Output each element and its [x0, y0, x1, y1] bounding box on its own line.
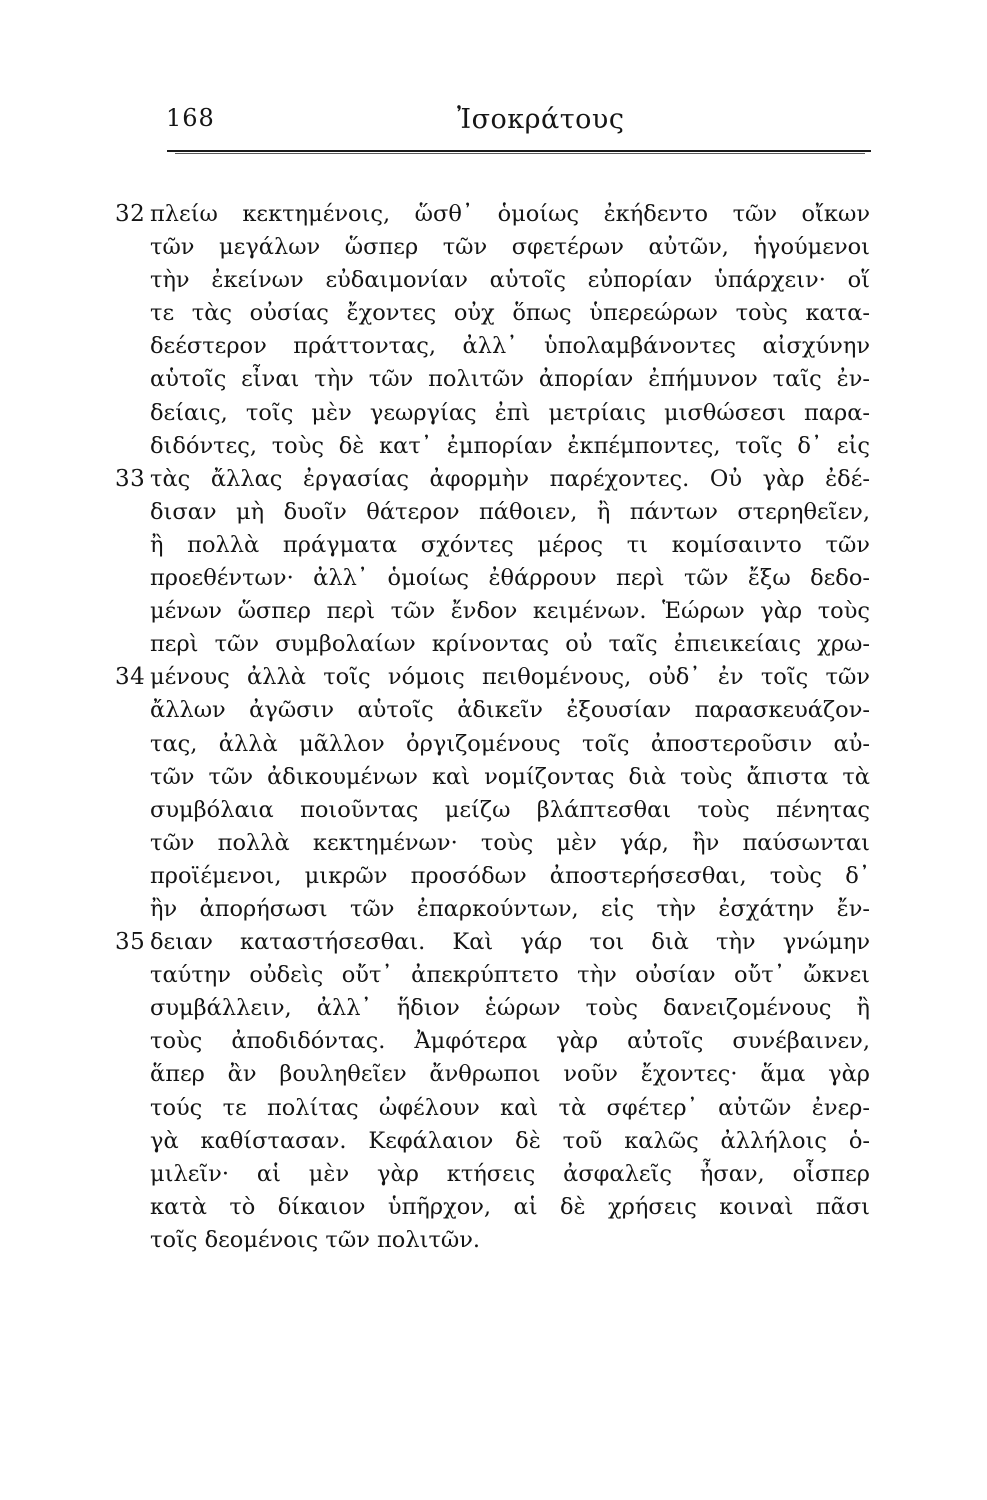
text-line	[150, 496, 870, 529]
section-number: 33	[115, 465, 146, 492]
text-line	[150, 992, 870, 1025]
text-line	[115, 661, 870, 694]
line-text: προεθέντων· ἀλλ᾽ ὁμοίως ἐθάρρουν περὶ τῶν ἔξω δεδο-	[150, 565, 870, 592]
section-number: 32	[115, 201, 146, 227]
text-line	[150, 231, 870, 264]
text-line	[150, 1025, 870, 1058]
text-line	[150, 264, 870, 297]
line-text: δισαν μὴ δυοῖν θάτερον πάθοιεν, ἢ πάντων στερηθεῖεν,	[150, 498, 870, 525]
line-text: τῶν τῶν ἀδικουμένων καὶ νομίζοντας διὰ τοὺς ἄπιστα τὰ	[150, 763, 870, 790]
line-text: συμβάλλειν, ἀλλ᾽ ἥδιον ἑώρων τοὺς δανειζομένους ἢ	[150, 995, 870, 1022]
text-line	[115, 463, 870, 496]
line-text: ἢ πολλὰ πράγματα σχόντες μέρος τι κομίσαιντο τῶν	[150, 531, 870, 558]
text-line	[150, 728, 870, 761]
line-text: τῶν μεγάλων ὥσπερ τῶν σφετέρων αὐτῶν, ἡγούμενοι	[150, 234, 870, 261]
body-text	[115, 198, 870, 1257]
line-text: προϊέμενοι, μικρῶν προσόδων ἀποστερήσεσθαι, τοὺς δ᾽	[150, 862, 870, 889]
line-text: τοὺς ἀποδιδόντας. Ἀμφότερα γὰρ αὐτοῖς συνέβαινεν,	[150, 1028, 870, 1055]
line-text: πλείω κεκτημένοις, ὥσθ᾽ ὁμοίως ἐκήδεντο τῶν οἴκων	[150, 201, 870, 227]
text-line	[150, 959, 870, 992]
text-line	[115, 198, 870, 231]
line-text: μένους ἀλλὰ τοῖς νόμοις πειθομένους, οὐδ᾽ ἐν τοῖς τῶν	[150, 664, 870, 691]
line-text: διδόντες, τοὺς δὲ κατ᾽ ἐμπορίαν ἐκπέμποντες, τοῖς δ᾽ εἰς	[150, 432, 870, 459]
line-text: γὰ καθίστασαν. Κεφάλαιον δὲ τοῦ καλῶς ἀλλήλοις ὁ-	[150, 1127, 870, 1154]
line-text: μένων ὥσπερ περὶ τῶν ἔνδον κειμένων. Ἑώρων γὰρ τοὺς	[150, 598, 870, 625]
text-line	[150, 1092, 870, 1125]
text-line	[150, 595, 870, 628]
header-rule	[167, 150, 871, 152]
line-text: μιλεῖν· αἱ μὲν γὰρ κτήσεις ἀσφαλεῖς ἦσαν, οἷσπερ	[150, 1160, 870, 1187]
text-line	[150, 628, 870, 661]
line-text: δεέστερον πράττοντας, ἀλλ᾽ ὑπολαμβάνοντες αἰσχύνην	[150, 333, 870, 360]
text-line	[115, 926, 870, 959]
section-number: 35	[115, 929, 146, 956]
text-line	[150, 330, 870, 363]
line-text: αὑτοῖς εἶναι τὴν τῶν πολιτῶν ἀπορίαν ἐπήμυνον ταῖς ἐν-	[150, 366, 870, 393]
line-text: τούς τε πολίτας ὠφέλουν καὶ τὰ σφέτερ᾽ αὐτῶν ἐνερ-	[150, 1094, 870, 1121]
text-line	[150, 430, 870, 463]
line-text: τὰς ἄλλας ἐργασίας ἀφορμὴν παρέχοντες. Οὐ γὰρ ἐδέ-	[150, 465, 870, 492]
text-line	[150, 297, 870, 330]
text-line	[150, 1191, 870, 1224]
text-line	[150, 529, 870, 562]
line-text: δειαν καταστήσεσθαι. Καὶ γάρ τοι διὰ τὴν γνώμην	[150, 929, 870, 956]
text-line	[150, 694, 870, 727]
line-text: τας, ἀλλὰ μᾶλλον ὀργιζομένους τοῖς ἀποστεροῦσιν αὐ-	[150, 730, 870, 757]
line-text: ταύτην οὐδεὶς οὔτ᾽ ἀπεκρύπτετο τὴν οὐσίαν οὔτ᾽ ὤκνει	[150, 962, 870, 989]
line-text: περὶ τῶν συμβολαίων κρίνοντας οὐ ταῖς ἐπιεικείαις χρω-	[150, 631, 870, 658]
line-text: τοῖς δεομένοις τῶν πολιτῶν.	[150, 1226, 481, 1253]
line-text: συμβόλαια ποιοῦντας μείζω βλάπτεσθαι τοὺς πένητας	[150, 796, 870, 823]
line-text: δείαις, τοῖς μὲν γεωργίας ἐπὶ μετρίαις μισθώσεσι παρα-	[150, 399, 870, 426]
text-line	[150, 761, 870, 794]
text-line	[150, 397, 870, 430]
page-number: 168	[166, 104, 215, 132]
line-text: ἢν ἀπορήσωσι τῶν ἐπαρκούντων, εἰς τὴν ἐσχάτην ἔν-	[150, 895, 870, 922]
line-text: ἄλλων ἀγῶσιν αὑτοῖς ἀδικεῖν ἐξουσίαν παρασκευάζον-	[150, 697, 870, 724]
text-line	[150, 1125, 870, 1158]
text-line	[150, 562, 870, 595]
text-line	[150, 794, 870, 827]
text-line	[150, 827, 870, 860]
section-number: 34	[115, 664, 146, 691]
text-line	[150, 1058, 870, 1091]
line-text: τὴν ἐκείνων εὐδαιμονίαν αὑτοῖς εὐπορίαν ὑπάρχειν· οἵ	[150, 267, 870, 294]
text-line	[150, 860, 870, 893]
line-text: τε τὰς οὐσίας ἔχοντες οὐχ ὅπως ὑπερεώρων τοὺς κατα-	[150, 300, 870, 327]
line-text: κατὰ τὸ δίκαιον ὑπῆρχον, αἱ δὲ χρήσεις κοιναὶ πᾶσι	[150, 1193, 870, 1220]
text-line	[150, 363, 870, 396]
line-text: τῶν πολλὰ κεκτημένων· τοὺς μὲν γάρ, ἢν παύσωνται	[150, 829, 870, 856]
line-text: ἅπερ ἂν βουληθεῖεν ἄνθρωποι νοῦν ἔχοντες· ἅμα γὰρ	[150, 1061, 870, 1088]
text-line	[150, 1224, 870, 1257]
text-line	[150, 1158, 870, 1191]
running-title: Ἰσοκράτους	[457, 104, 625, 135]
text-line	[150, 893, 870, 926]
